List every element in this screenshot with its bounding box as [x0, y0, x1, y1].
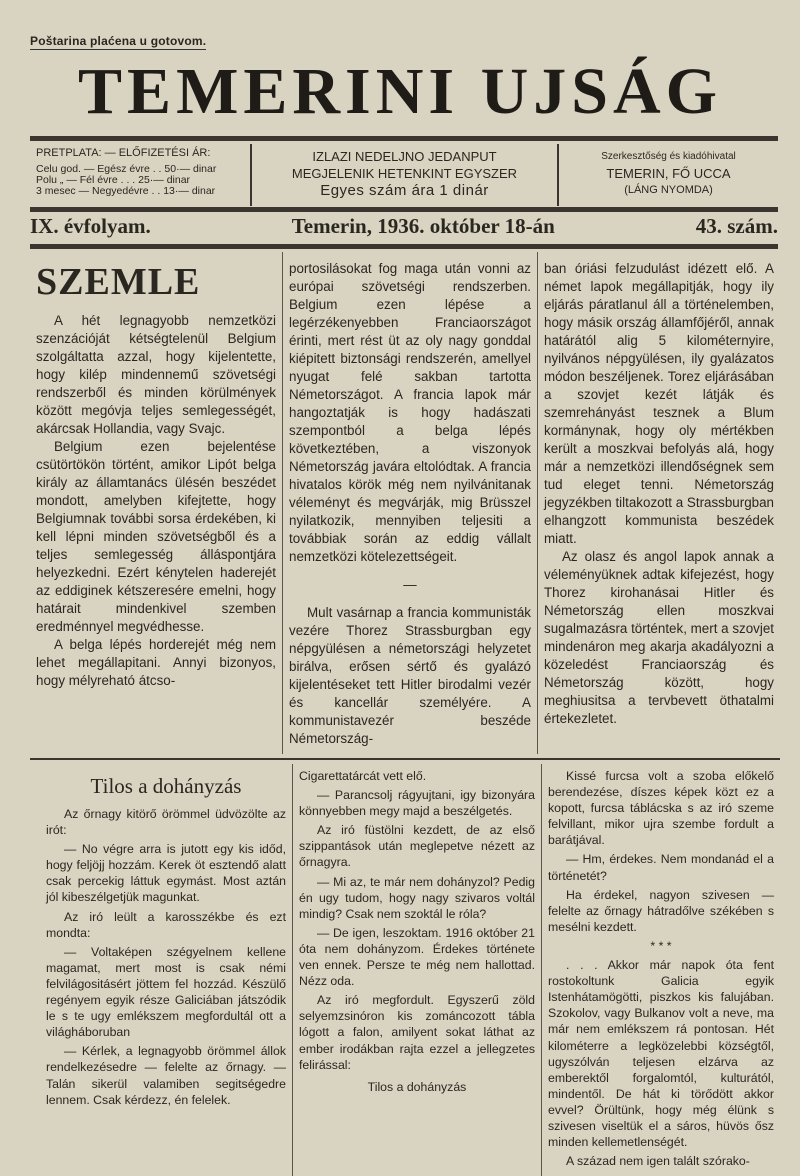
paragraph: — De igen, leszoktam. 1916 október 21 óta nem dohányzom. Érdekes története ven ennek. Persze te még nem hallottad. Nézz oda.	[299, 925, 535, 989]
publication-line: MEGJELENIK HETENKINT EGYSZER	[291, 166, 518, 181]
szemle-column-1	[30, 252, 282, 754]
paragraph: — No végre arra is jutott egy kis időd, hogy feljöjj hozzám. Kerek öt esztendő alatt csak percekig láttuk egymást. Most aztán jól kibeszélgetjük magunkat.	[46, 842, 286, 905]
paragraph: Mult vasárnap a francia kommunisták vezére Thorez Strassburgban egy népgyülésen a németországi helyzetet birálva, erősen sértő és gyalázó kijelentéseket tett Hitler birodalmi vezér és kancellár személyére. A kommunistavezér beszéde Németország-	[289, 605, 531, 746]
paragraph: — Mi az, te már nem dohányzol? Pedig én ugy tudom, hogy nagy szivaros voltál mindig? Csak nem szoktál le róla?	[299, 874, 535, 921]
paragraph: — Hm, érdekes. Nem mondanád el a történetét?	[548, 852, 774, 883]
volume: IX. évfolyam.	[30, 214, 151, 238]
subscription-row: Polu „ — Fél évre . . . 25·— dinar	[36, 174, 191, 186]
paragraph: — Parancsolj rágyujtani, igy bizonyára könnyebben megy majd a beszélgetés.	[299, 788, 535, 819]
office-line: TEMERIN, FŐ UCCA	[606, 166, 731, 181]
story-section	[30, 764, 780, 1176]
story-title: Tilos a dohányzás	[90, 774, 242, 798]
paragraph: — Kérlek, a legnagyobb örömmel állok rendelkezésedre — felelte az őrnagy. — Talán sikerül valamiben segitségedre lennem. Csak kérdezz, én felelek.	[46, 1044, 286, 1107]
paragraph: Az iró leült a karosszékbe és ezt mondta:	[46, 909, 286, 940]
paragraph: portosilásokat fog maga után vonni az európai szövetségi rendszerben. Belgium ezen lépése a legérzékenyebben Franciaországot érinti, mert rést üt az oly nagy gonddal kiépitett biztonsági rendszerén, amellyel nyugat felé sakban tartotta Németországot. A francia lapok már hangoztatják is hogy hadászati szempontból a belga lépés következtében, a viszonyok Németország javára eltolódtak. A francia hivatalos körök még nem nyilvánitanak véleményt és megvárják, mig Brüsszel nyilatkozik, mennyiben teljesiti a továbbiak során az eddig vállalt nemzetközi kötelezettségeit.	[289, 261, 531, 564]
publication-box	[252, 144, 559, 206]
divider	[30, 758, 780, 760]
story-column-3	[541, 764, 780, 1176]
info-bar	[30, 144, 778, 206]
separator: —	[403, 577, 417, 592]
divider	[30, 136, 778, 141]
story-column-1	[30, 764, 292, 1176]
subscription-box	[30, 144, 252, 206]
divider	[30, 207, 778, 212]
paragraph: Az olasz és angol lapok annak a véleményüknek adtak kifejezést, hogy Thorez kirohanásai Hitler és Németország ellen moszkvai sugalmazásra történtek, mert a szovjet mindenáron meg akarja akadályozni a közeledést Franciaország és Németország között, hogy meghiusitsa a tervbevett öthatalmi értekezletet.	[544, 549, 774, 726]
szemle-column-2	[282, 252, 537, 754]
story-column-2	[292, 764, 541, 1176]
office-line: Szerkesztőség és kiadóhivatal	[601, 151, 736, 162]
publication-line: IZLAZI NEDELJNO JEDANPUT	[312, 149, 497, 164]
paragraph: A század nem igen talált szórako-	[566, 1154, 750, 1169]
subscription-heading: PRETPLATA: — ELŐFIZETÉSI ÁR:	[36, 147, 211, 159]
postal-note: Poštarina plaćena u gotovom.	[30, 34, 207, 48]
divider	[30, 244, 778, 249]
office-box	[559, 144, 778, 206]
paragraph: Belgium ezen bejelentése csütörtökön történt, amikor Lipót belga király az államtanács ülésén beszédet mondott, amelyben kifejtette, hogy Belgiumnak további sorsa érdekében, ki kell lépni minden szövetségből és a teljes semlegesség álláspontjára helyezkedni. Ezért kénytelen haderejét az eddiginek kétszeresére emelni, hogy határait mindenkivel szemben eredménnyel megvédhesse.	[36, 439, 276, 634]
subscription-row: Celu god. — Egész évre . . 50·— dinar	[36, 163, 217, 175]
subscription-row: 3 mesec — Negyedévre . . 13·— dinar	[36, 185, 216, 197]
article-title: SZEMLE	[36, 261, 201, 303]
issue-number: 43. szám.	[695, 214, 778, 238]
section-break: * * *	[650, 938, 672, 953]
paragraph: Cigarettatárcát vett elő.	[299, 769, 427, 783]
paragraph: Ha érdekel, nagyon szivesen — felelte az őrnagy hátradőlve székében s mesélni kezdett.	[548, 887, 774, 934]
paragraph: Kissé furcsa volt a szoba előkelő berendezése, díszes képek közt ez a kopott, furcsa táblácska s az iró szeme felvillant, mikor ujra szembe fordult a barátjával.	[548, 769, 774, 848]
office-line: (LÁNG NYOMDA)	[624, 184, 713, 196]
price-line: Egyes szám ára 1 dinár	[320, 182, 489, 199]
paragraph: Az iró megfordult. Egyszerű zöld selyemzsinóron kis zománcozott tábla lógott a falon, amilyent sokat láthat az ember irodákban rajta ezzel a jellegzetes felirással:	[299, 993, 535, 1072]
page-body	[30, 252, 780, 1176]
sign-text: Tilos a dohányzás	[367, 1079, 467, 1094]
paragraph: . . . Akkor már napok óta fent rostokoltunk Galicia egyik Istenhátamögötti, piszkos kis falujában. Szokolov, vagy Bulkanov volt a neve, ma már nem emlékszem rá pontosan. Hét kilométerre a legközelebbi községtől, ugyszólván teljesen elzárva az emberektől forgalomtól, kulturától, mindentől. De hát ki törődött akkor evvel? Örültünk, hogy még élünk s szivesen viseltük el a sáros, hüvös ősz minden kellemetlenségét.	[548, 958, 774, 1150]
szemle-column-3	[537, 252, 780, 754]
paragraph: A belga lépés horderejét még nem lehet megállapitani. Annyi bizonyos, hogy mélyreható átcso-	[36, 637, 276, 688]
paragraph: Az iró füstölni kezdett, de az első szippantások után meglepetve nézett az őrnagyra.	[299, 823, 535, 870]
paragraph: A hét legnagyobb nemzetközi szenzációját kétségtelenül Belgium szolgáltatta azzal, hogy kijelentette, hogy kilép mindennemű szövetségi rendszerből és minden körülmények között megóvja teljes semlegességét, akárcsak Hollandia, vagy Svajc.	[36, 313, 276, 436]
paragraph: Az őrnagy kitörő örömmel üdvözölte az irót:	[46, 807, 286, 838]
issue-date: Temerin, 1936. október 18-án	[291, 214, 555, 238]
paragraph: — Voltaképen szégyelnem kellene magamat, mert most is csak némi felvilágositásért jöttem fel hozzád. Készülő regényem egyik része Galiciában játszódik le s te ugy emlékszem megfordultál ott a világháboruban	[46, 944, 286, 1040]
issue-line	[30, 214, 778, 239]
masthead-title: TEMERINI UJSÁG	[78, 55, 722, 128]
paragraph: ban óriási felzudulást idézett elő. A német lapok megállapitják, hogy ily eljárás páratlanul áll a történelemben, hogy másik ország államfőjéről, annak határától alig 5 kilométernyire, nyilvános népgyülésen, ily gyalázatos módon beszéljenek. Torez eljárásában a szovjet kezét látják és szemrehányást tesznek a Blum kormánynak, hogy oly mértékben került a moszkvai befolyás alá, hogy már a nemzetközi illendőségnek sem tud eleget tenni. Németország jegyzékben tiltakozott a Strassburgban elhangzott kommunista beszédek miatt.	[544, 261, 775, 546]
szemle-section	[30, 252, 780, 754]
